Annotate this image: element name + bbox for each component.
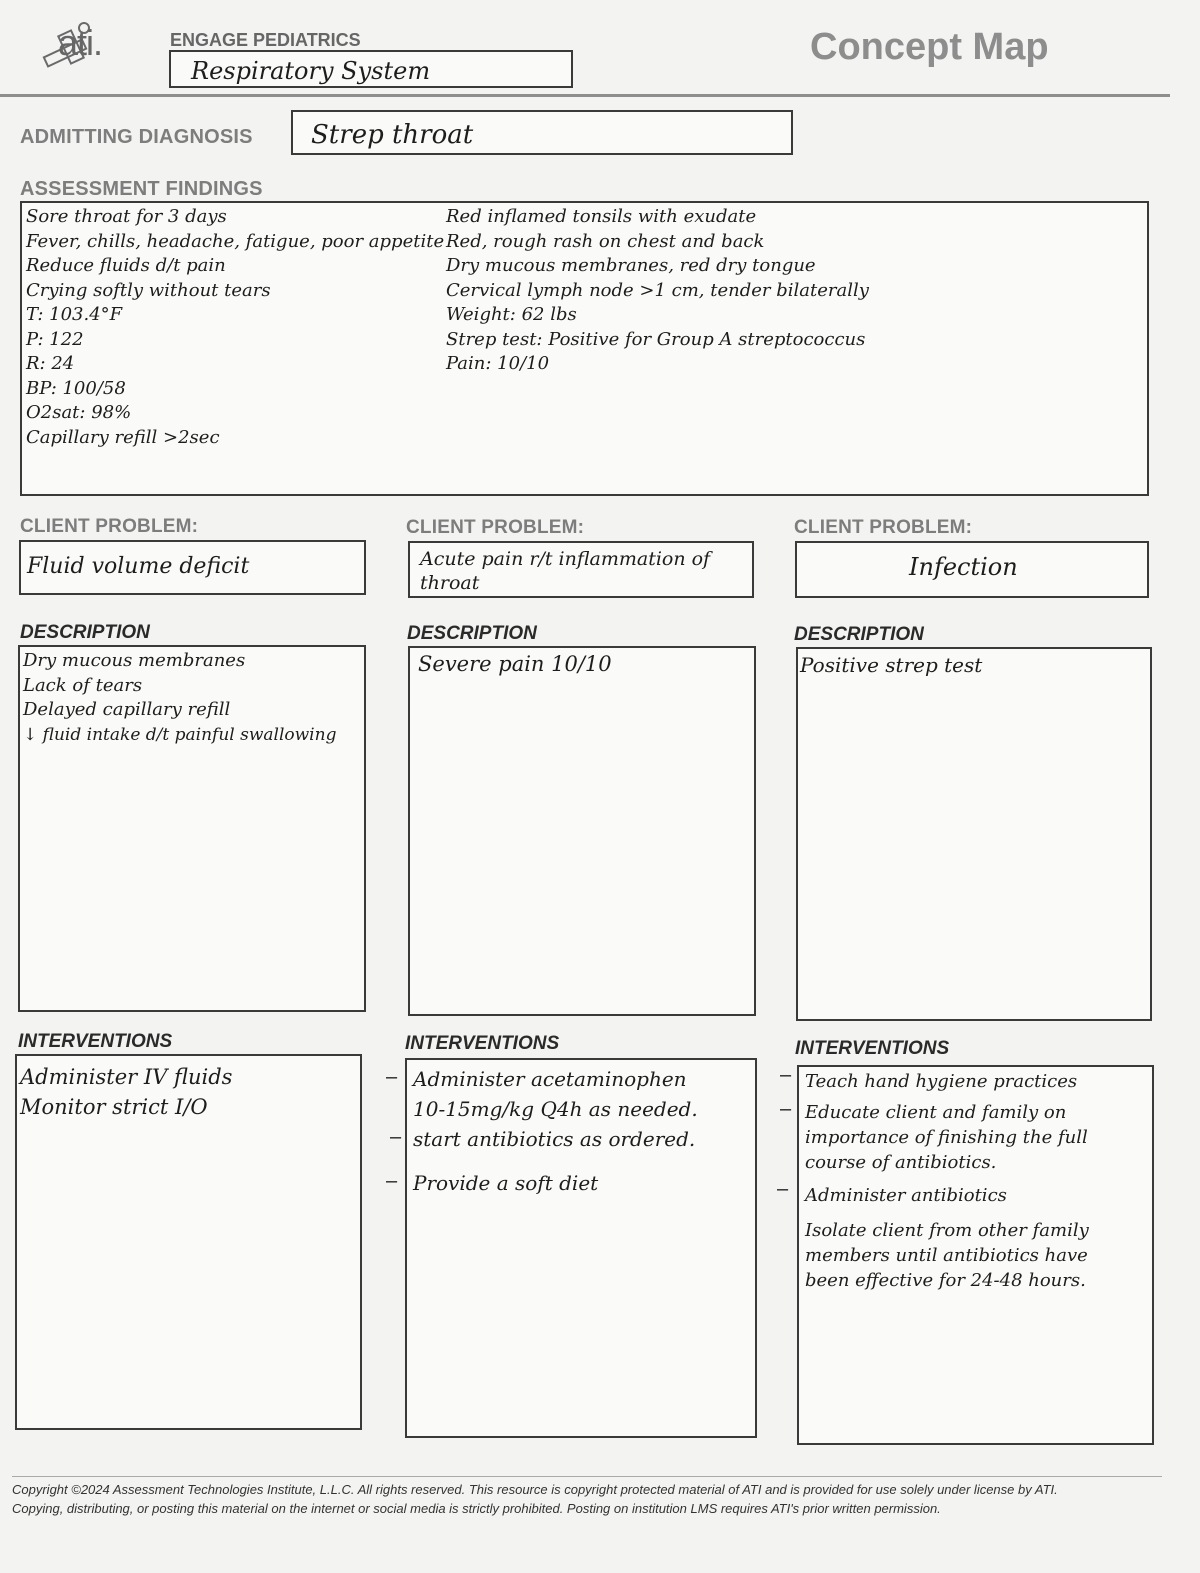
list-item: Provide a soft diet (413, 1171, 599, 1195)
admitting-diagnosis-label: ADMITTING DIAGNOSIS (20, 126, 253, 148)
list-item: Administer IV fluids (20, 1065, 233, 1089)
client-problem-value-1: Fluid volume deficit (27, 554, 250, 579)
client-problem-value-3: Infection (909, 553, 1018, 581)
bullet-dash: – (777, 1178, 789, 1200)
list-item: Teach hand hygiene practices (805, 1071, 1078, 1092)
list-item: Isolate client from other family (805, 1220, 1089, 1241)
footer-divider (12, 1476, 1162, 1477)
assessment-right-list (446, 205, 869, 377)
interventions-label-2: INTERVENTIONS (405, 1033, 560, 1054)
list-item: Capillary refill >2sec (26, 426, 220, 448)
list-item: R: 24 (26, 353, 75, 374)
description-box-1 (18, 645, 366, 1012)
list-item: course of antibiotics. (805, 1152, 997, 1173)
list-item: Sore throat for 3 days (26, 206, 227, 227)
interventions-box-3 (797, 1065, 1154, 1445)
interventions-list-2 (413, 1064, 698, 1198)
client-problem-field-1 (19, 540, 366, 595)
description-label-1: DESCRIPTION (20, 622, 150, 643)
list-item: Fever, chills, headache, fatigue, poor appetite (26, 230, 445, 252)
copyright-line: Copying, distributing, or posting this material on the internet or social media is strictly prohibited. Posting on institution LMS requires ATI's prior written permission. (12, 1501, 941, 1516)
copyright-footer (12, 1480, 1172, 1518)
page-title: Concept Map (810, 26, 1049, 68)
description-list-1 (23, 649, 336, 747)
interventions-list-3 (805, 1069, 1089, 1293)
topic-field (169, 50, 573, 88)
bullet-dash: – (780, 1098, 792, 1120)
list-item: Dry mucous membranes (23, 650, 246, 671)
description-list-3 (800, 653, 982, 678)
header-divider (0, 94, 1170, 97)
assessment-findings-label: ASSESSMENT FINDINGS (20, 178, 263, 200)
assessment-findings-box (20, 201, 1149, 496)
client-problem-field-3 (795, 541, 1149, 598)
list-item: Severe pain 10/10 (418, 652, 612, 676)
client-problem-label-3: CLIENT PROBLEM: (794, 517, 973, 538)
list-item: T: 103.4°F (26, 304, 123, 325)
list-item: been effective for 24-48 hours. (805, 1270, 1086, 1291)
list-item: 10-15mg/kg Q4h as needed. (413, 1097, 698, 1121)
list-item: Pain: 10/10 (446, 353, 550, 374)
client-problem-label-1: CLIENT PROBLEM: (20, 516, 199, 537)
list-item: Educate client and family on (805, 1102, 1067, 1123)
list-item: Administer antibiotics (805, 1185, 1007, 1206)
list-item: Red, rough rash on chest and back (446, 230, 765, 252)
bullet-dash: – (780, 1064, 792, 1086)
list-item: Lack of tears (23, 674, 143, 696)
list-item: Positive strep test (800, 653, 983, 677)
list-item: Administer acetaminophen (413, 1067, 687, 1091)
list-item: Red inflamed tonsils with exudate (446, 206, 757, 227)
list-item: ↓ fluid intake d/t painful swallowing (23, 724, 337, 745)
description-box-2 (408, 646, 756, 1016)
list-item: start antibiotics as ordered. (413, 1127, 696, 1151)
list-item: importance of finishing the full (805, 1127, 1088, 1148)
client-problem-value-2: Acute pain r/t inflammation of throat (420, 548, 711, 594)
list-item: Delayed capillary refill (23, 699, 231, 720)
bullet-dash: – (386, 1170, 398, 1192)
admitting-diagnosis-value: Strep throat (311, 120, 474, 150)
list-item: P: 122 (26, 328, 84, 350)
client-problem-label-2: CLIENT PROBLEM: (406, 517, 585, 538)
bullet-dash: – (386, 1066, 398, 1088)
description-label-3: DESCRIPTION (794, 624, 924, 645)
admitting-diagnosis-field (291, 110, 793, 155)
interventions-box-1 (15, 1054, 362, 1430)
interventions-label-1: INTERVENTIONS (18, 1031, 173, 1052)
topic-value: Respiratory System (191, 57, 431, 85)
list-item: members until antibiotics have (805, 1245, 1088, 1266)
list-item: Reduce fluids d/t pain (26, 255, 226, 276)
interventions-label-3: INTERVENTIONS (795, 1038, 950, 1059)
copyright-line: Copyright ©2024 Assessment Technologies Institute, L.L.C. All rights reserved. This resource is copyright protected material of ATI and is provided for use solely under license by ATI. (12, 1482, 1058, 1497)
list-item: Weight: 62 lbs (446, 304, 577, 325)
list-item: Cervical lymph node >1 cm, tender bilaterally (446, 279, 869, 301)
description-label-2: DESCRIPTION (407, 623, 537, 644)
bullet-dash: – (390, 1126, 402, 1148)
list-item: Dry mucous membranes, red dry tongue (446, 255, 816, 276)
logo-text: ati. (58, 22, 103, 63)
list-item: O2sat: 98% (26, 402, 132, 423)
interventions-box-2 (405, 1058, 757, 1438)
interventions-list-1 (20, 1062, 232, 1122)
list-item: Crying softly without tears (26, 279, 271, 301)
client-problem-field-2 (408, 541, 754, 598)
description-list-2 (418, 652, 612, 677)
list-item: BP: 100/58 (26, 377, 126, 399)
list-item: Monitor strict I/O (20, 1095, 208, 1119)
brand-name: ENGAGE PEDIATRICS (170, 30, 361, 50)
description-box-3 (796, 647, 1152, 1021)
list-item: Strep test: Positive for Group A streptococcus (446, 328, 866, 350)
assessment-left-list (26, 205, 444, 450)
